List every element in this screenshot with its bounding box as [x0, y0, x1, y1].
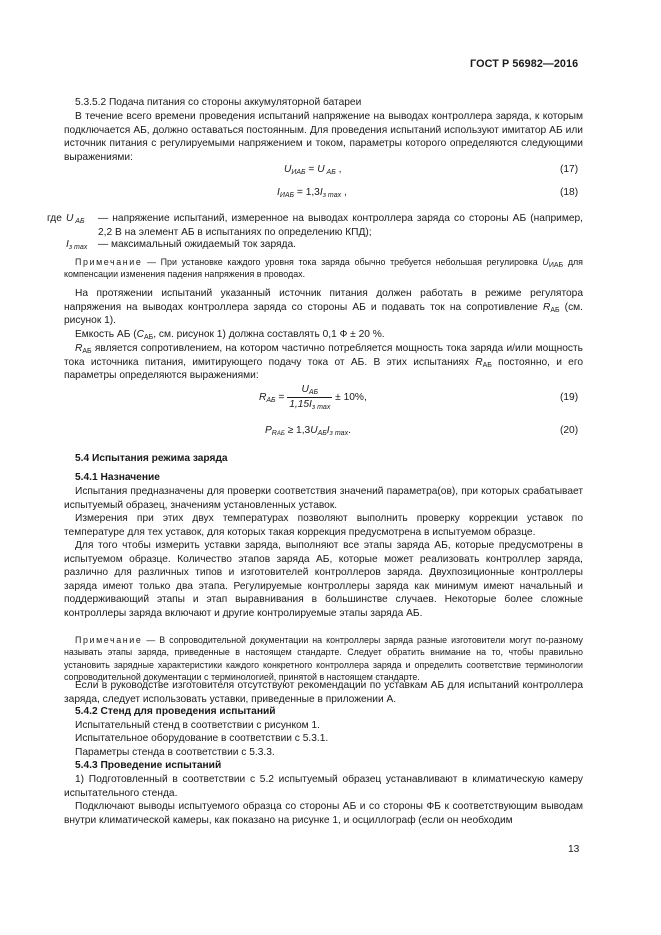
paragraph-temperatures: Измерения при этих двух температурах позволяют выполнить проверку коррекции уставок по температуре для тех уставок, для которых такая коррекция предусмотрена в испытуемом образце. [64, 513, 583, 538]
equation-17-number: (17) [560, 164, 579, 175]
paragraph-power-supply: В течение всего времени проведения испытаний напряжение на выводах контроллера заряда, к которым подключается АБ, должно оставаться постоянным. Для проведения испытаний используют имитатор АБ или источник питания с регулируемыми напряжением и током, параметры которого определяются следующими выражениями: [64, 111, 583, 163]
equation-19-number: (19) [560, 392, 579, 403]
section-5-4-title: 5.4 Испытания режима заряда [75, 453, 228, 464]
paragraph-resistance: $R_{АБ}$ является сопротивлением, на котором частично потребляется мощность тока заряда и/или мощность тока источника питания, имитирующего подачу тока от АБ. В этих испытаниях $R_{АБ}$ постоянно, и его параметры определяются выражениями: [64, 343, 584, 382]
definition-u-ab: — напряжение испытаний, измеренное на выводах контроллера заряда со стороны АБ (например, 2,2 В на элемент АБ в испытаниях по определению КПД); [98, 213, 583, 238]
equation-20: $P_{RАБ} \ge 1,3U_{АБ}I_{з max}$. [265, 425, 351, 437]
note-current-adjustment: Примечание — При установке каждого уровня тока заряда обычно требуется небольшая регулировка $U_{ИАБ}$ для компенсации изменения падения напряжения в проводах. [64, 257, 583, 280]
paragraph-purpose: Испытания предназначены для проверки соответствия значений параметра(ов), при которых срабатывает испытуемый образец, значениям установленных уставок. [64, 486, 583, 511]
section-5-4-2-title: 5.4.2 Стенд для проведения испытаний [75, 706, 276, 717]
stand-item-2: Испытательное оборудование в соответствии с 5.3.1. [75, 733, 329, 744]
paragraph-step-1: 1) Подготовленный в соответствии с 5.2 испытуемый образец устанавливают в климатическую камеру испытательного стенда. [64, 774, 583, 799]
equation-17: $U_{ИАБ} = U$ $_{АБ}$ , [284, 164, 342, 176]
note-terminology: Примечание — В сопроводительной документации на контроллеры заряда разные изготовители могут по-разному называть этапы заряда, приведенные в настоящем стандарте. Следует обратить внимание на то, чтобы правильно установить зарядные характеристики каждого конкретного контроллера заряда и определить соответствие терминологии сопроводительной документации с терминологией, принятой в настоящем стандарте. [64, 635, 583, 683]
equation-18-number: (18) [560, 187, 579, 198]
paragraph-capacitance: Емкость АБ ($C_{АБ}$, см. рисунок 1) должна составлять 0,1 Ф ± 20 %. [75, 329, 385, 341]
stand-item-3: Параметры стенда в соответствии с 5.3.3. [75, 747, 275, 758]
document-header: ГОСТ Р 56982—2016 [470, 58, 579, 70]
definition-term-u-ab: U $_{АБ}$ [66, 213, 85, 225]
equation-20-number: (20) [560, 425, 579, 436]
equation-19: $R_{АБ}$ = $\frac{U_{АБ}}{1,15I_{з max}}$ ± 10%, [259, 384, 367, 411]
equation-18: $I_{ИАБ} = 1,3I_{з max}$ , [277, 187, 347, 199]
paragraph-manufacturer-settings: Если в руководстве изготовителя отсутствуют рекомендации по уставкам АБ для испытаний контроллера заряда, следует использовать уставки, приведенные в приложении А. [64, 680, 583, 705]
stand-item-1: Испытательный стенд в соответствии с рисунком 1. [75, 720, 321, 731]
paragraph-regulator-mode: На протяжении испытаний указанный источник питания должен работать в режиме регулятора напряжения на выводах контроллера заряда со стороны АБ и подавать ток на сопротивление $R_{АБ}$ (см. рисунок 1). [64, 288, 583, 327]
section-5-4-3-title: 5.4.3 Проведение испытаний [75, 760, 222, 771]
section-5-3-5-2-title: 5.3.5.2 Подача питания со стороны аккумуляторной батареи [75, 97, 362, 108]
section-5-4-1-title: 5.4.1 Назначение [75, 472, 160, 483]
definition-term-i-max: $I_{з max}$ [66, 239, 88, 251]
where-label: где [47, 213, 62, 224]
page-number: 13 [568, 844, 580, 855]
paragraph-connect-terminals: Подключают выводы испытуемого образца со стороны АБ и со стороны ФБ к соответствующим выводам внутри климатической камеры, как показано на рисунке 1, и осциллограф (если он необходим [64, 801, 583, 826]
definition-i-max: — максимальный ожидаемый ток заряда. [98, 239, 296, 250]
paragraph-charge-stages: Для того чтобы измерить уставки заряда, выполняют все этапы заряда АБ, которые предусмотрены в испытуемом образце. Количество этапов заряда АБ, которые может реализовать контроллер заряда, различно для различных типов и изготовителей контроллеров заряда. Двухпозиционные контроллеры заряда имеют только два этапа. Регулируемые контроллеры заряда как минимум имеют начальный и поддерживающий этапы и этап выравнивания в большинстве случаев. Некоторые более сложные контроллеры заряда включают и другие контролируемые этапы заряда АБ. [64, 540, 583, 619]
